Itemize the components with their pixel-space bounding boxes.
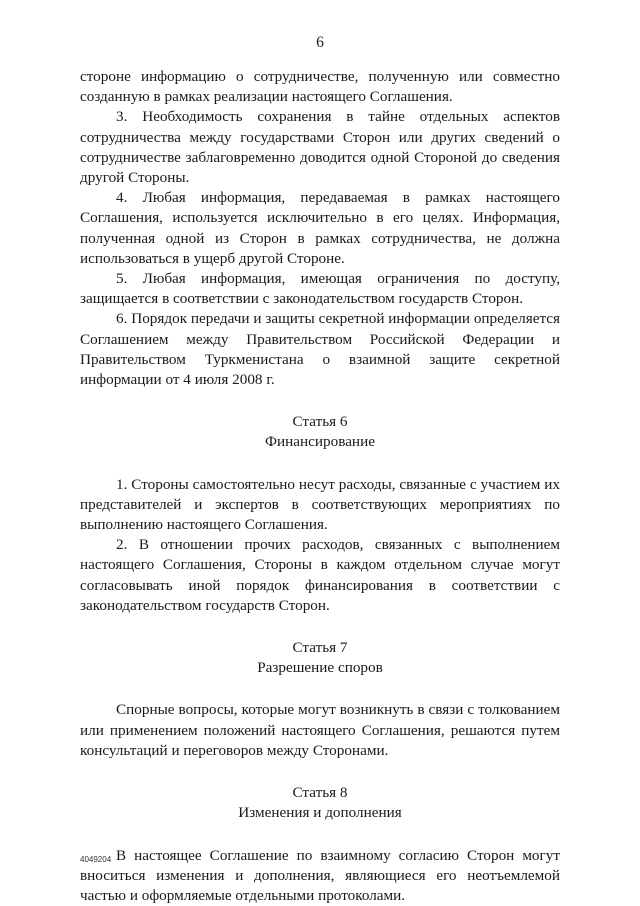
paragraph-item-4: 4. Любая информация, передаваемая в рамках настоящего Соглашения, используется исключительно в его целях. Информация, полученная одной из Сторон в рамках сотрудничества, не должна использоваться в ущерб другой Стороне. (80, 188, 560, 269)
article-6-paragraph-1: 1. Стороны самостоятельно несут расходы, связанные с участием их представителей и экспертов в соответствующих мероприятиях по выполнению настоящего Соглашения. (80, 475, 560, 536)
document-id: 4049204 (80, 855, 111, 864)
article-8-subtitle: Изменения и дополнения (80, 803, 560, 823)
document-body (80, 67, 560, 906)
article-8-heading (80, 783, 560, 823)
article-6-subtitle: Финансирование (80, 432, 560, 452)
page-number: 6 (0, 34, 640, 52)
article-7-title: Статья 7 (80, 638, 560, 658)
article-6-paragraph-2: 2. В отношении прочих расходов, связанных с выполнением настоящего Соглашения, Стороны в каждом отдельном случае могут согласовывать иной порядок финансирования в соответствии с законодательством государств Сторон. (80, 535, 560, 616)
paragraph-item-6: 6. Порядок передачи и защиты секретной информации определяется Соглашением между Правительством Российской Федерации и Правительством Туркменистана о взаимной защите секретной информации от 4 июля 2008 г. (80, 309, 560, 390)
paragraph-continuation: стороне информацию о сотрудничестве, полученную или совместно созданную в рамках реализации настоящего Соглашения. (80, 67, 560, 107)
paragraph-item-3: 3. Необходимость сохранения в тайне отдельных аспектов сотрудничества между государствами Сторон или других сведений о сотрудничестве заблаговременно доводится одной Стороной до сведения другой Стороны. (80, 107, 560, 188)
article-7-subtitle: Разрешение споров (80, 658, 560, 678)
article-6-heading (80, 412, 560, 452)
article-8-title: Статья 8 (80, 783, 560, 803)
article-8-paragraph-1: В настоящее Соглашение по взаимному согласию Сторон могут вноситься изменения и дополнения, являющиеся его неотъемлемой частью и оформляемые отдельными протоколами. (80, 846, 560, 906)
article-7-paragraph-1: Спорные вопросы, которые могут возникнуть в связи с толкованием или применением положений настоящего Соглашения, решаются путем консультаций и переговоров между Сторонами. (80, 700, 560, 761)
article-7-heading (80, 638, 560, 678)
article-6-title: Статья 6 (80, 412, 560, 432)
paragraph-item-5: 5. Любая информация, имеющая ограничения по доступу, защищается в соответствии с законодательством государств Сторон. (80, 269, 560, 309)
